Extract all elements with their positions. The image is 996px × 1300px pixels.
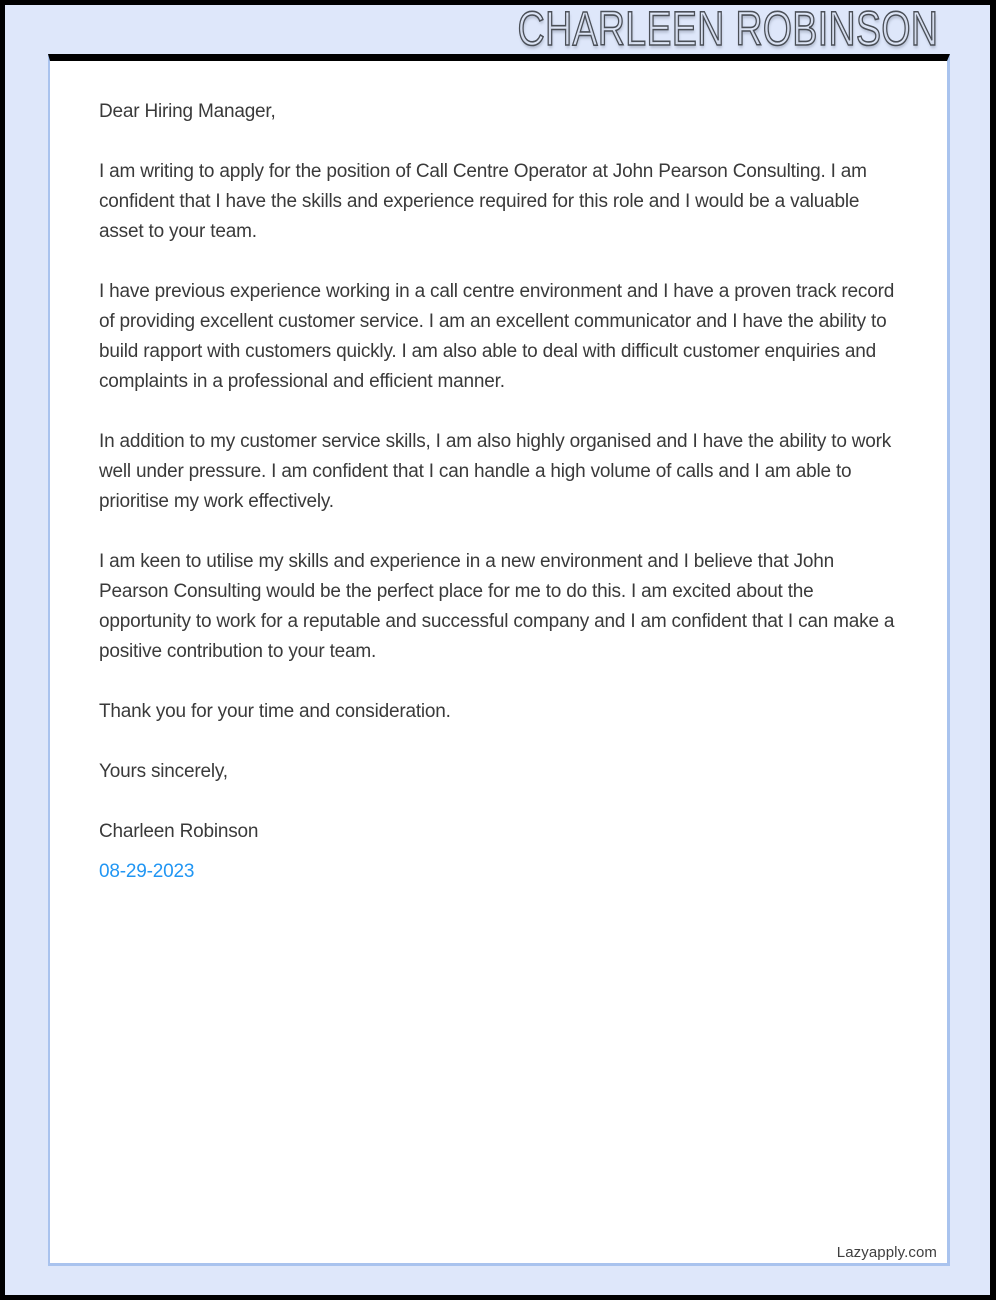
body-paragraph-1: I am writing to apply for the position of Call Centre Operator at John Pearson Consulting. I am confident that I have the skills and experience required for this role and I would be a valuable asset to your team. [99, 161, 867, 242]
body-paragraph-3: In addition to my customer service skills, I am also highly organised and I have the ability to work well under pressure. I am confident that I can handle a high volume of calls and I am able to prioritise my work effectively. [99, 431, 892, 512]
signature-name: Charleen Robinson [99, 821, 259, 842]
letter-date: 08-29-2023 [99, 861, 195, 882]
body-paragraph-2: I have previous experience working in a call centre environment and I have a proven track record of providing excellent customer service. I am an excellent communicator and I have the ability to build rapport with customers quickly. I am also able to deal with difficult customer enquiries and complaints in a professional and efficient manner. [99, 281, 895, 392]
salutation: Dear Hiring Manager, [99, 101, 276, 122]
letter-paper [48, 54, 950, 1266]
closing-line: Yours sincerely, [99, 761, 228, 782]
body-paragraph-4: I am keen to utilise my skills and experience in a new environment and I believe that John Pearson Consulting would be the perfect place for me to do this. I am excited about the opportunity to work for a reputable and successful company and I am confident that I can make a positive contribution to your team. [99, 551, 895, 662]
lazyapply-watermark: Lazyapply.com [836, 1244, 937, 1261]
thanks-line: Thank you for your time and consideration. [99, 701, 451, 722]
header-name: CHARLEEN ROBINSON [517, 3, 938, 56]
letter-body [50, 61, 947, 887]
